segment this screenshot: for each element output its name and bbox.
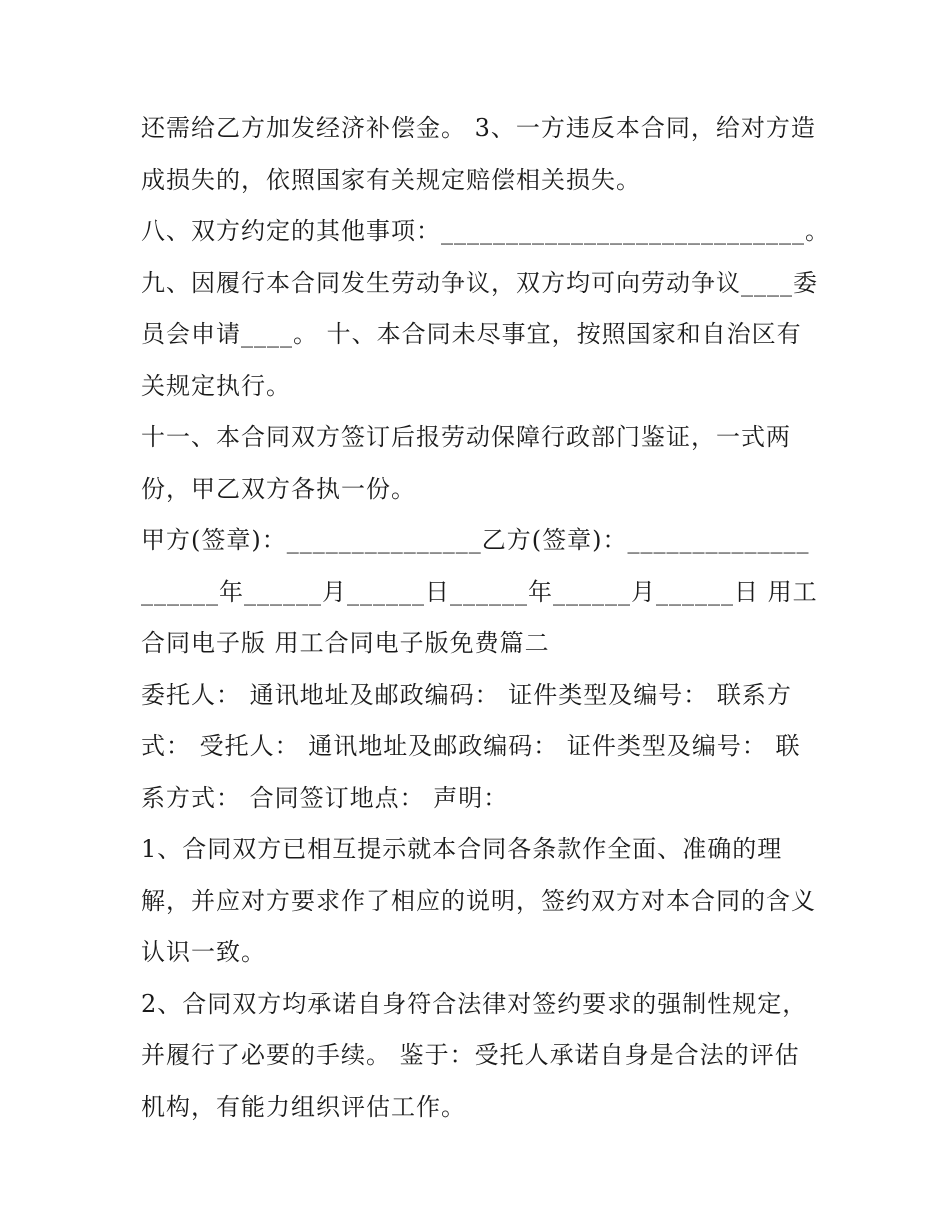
text-line: 九、因履行本合同发生劳动争议，双方均可向劳动争议____委 [141,268,818,297]
text-line: 八、双方约定的其他事项：____________________________。 [141,217,830,245]
section-heading: 合同电子版 用工合同电子版免费篇二 [141,629,550,657]
text-line: 委托人： 通讯地址及邮政编码： 证件类型及编号： 联系方 [141,680,792,709]
text-line: 系方式： 合同签订地点： 声明： [141,783,509,812]
date-line: ______年______月______日______年______月______日 用工 [141,577,818,606]
text-line: 成损失的，依照国家有关规定赔偿相关损失。 [141,165,641,194]
text-line: 并履行了必要的手续。 鉴于：受托人承诺自身是合法的评估 [141,1041,800,1069]
text-line: 解，并应对方要求作了相应的说明，签约双方对本合同的含义 [141,886,816,915]
text-line: 关规定执行。 [141,371,291,400]
text-line: 2、合同双方均承诺自身符合法律对签约要求的强制性规定， [141,989,808,1018]
signature-line: 甲方(签章)：_______________乙方(签章)：______________ [141,526,810,554]
text-line: 式： 受托人： 通讯地址及邮政编码： 证件类型及编号： 联 [141,732,801,760]
text-line: 十一、本合同双方签订后报劳动保障行政部门鉴证，一式两 [141,423,791,451]
text-line: 机构，有能力组织评估工作。 [141,1092,466,1121]
text-line: 1、合同双方已相互提示就本合同各条款作全面、准确的理 [141,835,783,863]
text-line: 员会申请____。 十、本合同未尽事宜，按照国家和自治区有 [141,320,802,348]
text-line: 认识一致。 [141,938,266,966]
text-line: 份，甲乙双方各执一份。 [141,474,416,503]
text-line: 还需给乙方加发经济补偿金。 3、一方违反本合同，给对方造 [141,114,816,142]
